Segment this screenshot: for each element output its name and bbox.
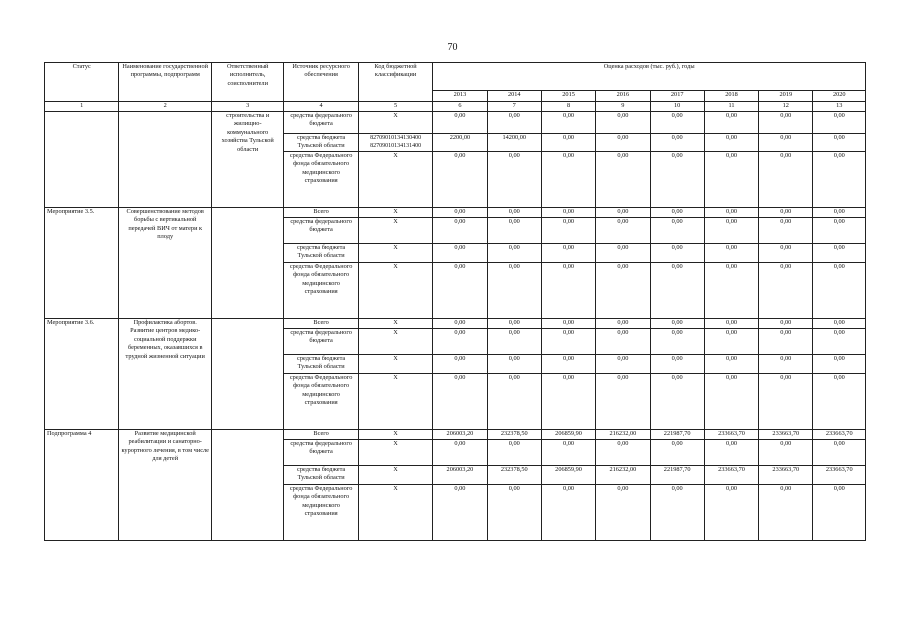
value-cell: 0,00 [433, 329, 487, 355]
column-number: 1 [45, 102, 119, 112]
column-number-row [45, 102, 866, 112]
budget-code-cell: Х [358, 466, 432, 485]
source-cell: средства бюджета Тульской области [284, 244, 358, 263]
column-number: 2 [119, 102, 212, 112]
budget-code-cell: Х [358, 430, 432, 440]
budget-code-cell: Х [358, 112, 432, 134]
value-cell: 0,00 [704, 329, 758, 355]
source-cell: средства бюджета Тульской области [284, 134, 358, 152]
value-cell: 206859,90 [541, 466, 595, 485]
value-cell: 0,00 [759, 134, 813, 152]
value-cell: 0,00 [813, 319, 866, 329]
group-name: Совершенствование методов борьбы с вертикальной передачей ВИЧ от матери к плоду [119, 208, 212, 319]
budget-table [44, 62, 866, 541]
value-cell: 0,00 [813, 134, 866, 152]
column-number: 12 [759, 102, 813, 112]
value-cell: 221987,70 [650, 430, 704, 440]
value-cell: 221987,70 [650, 466, 704, 485]
value-cell: 2200,00 [433, 134, 487, 152]
value-cell: 0,00 [487, 374, 541, 430]
group-executor: строительства и жилищно-коммунального хозяйства Тульской области [211, 112, 283, 208]
value-cell: 0,00 [487, 440, 541, 466]
budget-code-cell: Х [358, 263, 432, 319]
value-cell: 0,00 [541, 263, 595, 319]
value-cell: 0,00 [596, 218, 650, 244]
value-cell: 0,00 [433, 218, 487, 244]
value-cell: 0,00 [541, 112, 595, 134]
source-cell: Всего [284, 208, 358, 218]
value-cell: 0,00 [596, 112, 650, 134]
value-cell: 233663,70 [704, 466, 758, 485]
value-cell: 0,00 [487, 485, 541, 541]
year-header: 2018 [704, 91, 758, 102]
value-cell: 0,00 [650, 355, 704, 374]
group-executor [211, 208, 283, 319]
value-cell: 216232,00 [596, 466, 650, 485]
budget-code-cell: Х [358, 485, 432, 541]
column-number: 5 [358, 102, 432, 112]
header-executor: Ответственный исполнитель, соисполнители [211, 63, 283, 102]
value-cell: 0,00 [541, 374, 595, 430]
budget-code-cell: Х [358, 218, 432, 244]
value-cell: 0,00 [813, 329, 866, 355]
value-cell: 0,00 [487, 319, 541, 329]
value-cell: 233663,70 [704, 430, 758, 440]
source-cell: средства бюджета Тульской области [284, 355, 358, 374]
year-header: 2016 [596, 91, 650, 102]
value-cell: 0,00 [433, 355, 487, 374]
value-cell: 0,00 [759, 208, 813, 218]
value-cell: 0,00 [759, 263, 813, 319]
value-cell: 0,00 [541, 244, 595, 263]
value-cell: 0,00 [596, 374, 650, 430]
value-cell: 0,00 [759, 374, 813, 430]
value-cell: 0,00 [487, 208, 541, 218]
value-cell: 0,00 [650, 440, 704, 466]
group-executor [211, 319, 283, 430]
budget-code-cell: Х [358, 244, 432, 263]
value-cell: 0,00 [541, 152, 595, 208]
value-cell: 0,00 [541, 208, 595, 218]
year-header: 2014 [487, 91, 541, 102]
group-executor [211, 430, 283, 541]
value-cell: 0,00 [541, 329, 595, 355]
value-cell: 0,00 [433, 485, 487, 541]
value-cell: 0,00 [487, 152, 541, 208]
value-cell: 0,00 [433, 112, 487, 134]
value-cell: 0,00 [487, 355, 541, 374]
value-cell: 0,00 [704, 374, 758, 430]
budget-code-cell: 82709010134130400 82709010134131400 [358, 134, 432, 152]
value-cell: 0,00 [596, 244, 650, 263]
value-cell: 0,00 [704, 208, 758, 218]
budget-code-cell: Х [358, 329, 432, 355]
source-cell: средства Федерального фонда обязательного медицинского страхования [284, 485, 358, 541]
value-cell: 0,00 [650, 374, 704, 430]
year-header: 2019 [759, 91, 813, 102]
value-cell: 0,00 [759, 485, 813, 541]
budget-code-cell: Х [358, 208, 432, 218]
value-cell: 206859,90 [541, 430, 595, 440]
value-cell: 0,00 [596, 355, 650, 374]
table-row [45, 112, 866, 134]
value-cell: 0,00 [541, 355, 595, 374]
group-name [119, 112, 212, 208]
group-name: Развитие медицинской реабилитации и санаторно-курортного лечения, в том числе для детей [119, 430, 212, 541]
column-number: 9 [596, 102, 650, 112]
column-number: 11 [704, 102, 758, 112]
value-cell: 0,00 [541, 440, 595, 466]
group-status [45, 112, 119, 208]
value-cell: 233663,70 [813, 466, 866, 485]
value-cell: 232378,50 [487, 430, 541, 440]
value-cell: 0,00 [650, 329, 704, 355]
value-cell: 0,00 [541, 319, 595, 329]
value-cell: 0,00 [650, 244, 704, 263]
value-cell: 0,00 [759, 440, 813, 466]
value-cell: 0,00 [487, 244, 541, 263]
table-row [45, 430, 866, 440]
value-cell: 0,00 [813, 355, 866, 374]
value-cell: 0,00 [704, 485, 758, 541]
column-number: 6 [433, 102, 487, 112]
value-cell: 232378,50 [487, 466, 541, 485]
value-cell: 0,00 [759, 355, 813, 374]
value-cell: 0,00 [704, 263, 758, 319]
value-cell: 0,00 [759, 319, 813, 329]
value-cell: 0,00 [433, 374, 487, 430]
value-cell: 0,00 [487, 112, 541, 134]
value-cell: 0,00 [650, 152, 704, 208]
value-cell: 0,00 [759, 329, 813, 355]
value-cell: 0,00 [704, 440, 758, 466]
value-cell: 0,00 [487, 329, 541, 355]
value-cell: 0,00 [541, 218, 595, 244]
value-cell: 216232,00 [596, 430, 650, 440]
value-cell: 0,00 [813, 440, 866, 466]
value-cell: 0,00 [596, 263, 650, 319]
value-cell: 0,00 [650, 319, 704, 329]
value-cell: 0,00 [650, 218, 704, 244]
column-number: 13 [813, 102, 866, 112]
value-cell: 0,00 [433, 263, 487, 319]
source-cell: средства федерального бюджета [284, 112, 358, 134]
value-cell: 0,00 [650, 134, 704, 152]
value-cell: 206003,20 [433, 466, 487, 485]
value-cell: 0,00 [596, 319, 650, 329]
source-cell: Всего [284, 319, 358, 329]
source-cell: средства Федерального фонда обязательного медицинского страхования [284, 263, 358, 319]
column-number: 7 [487, 102, 541, 112]
value-cell: 0,00 [433, 319, 487, 329]
value-cell: 0,00 [704, 244, 758, 263]
group-name: Профилактика абортов. Развитие центров медико-социальной поддержки беременных, оказавшихся в трудной жизненной ситуации [119, 319, 212, 430]
value-cell: 0,00 [433, 152, 487, 208]
column-number: 4 [284, 102, 358, 112]
source-cell: средства бюджета Тульской области [284, 466, 358, 485]
column-number: 10 [650, 102, 704, 112]
value-cell: 0,00 [704, 152, 758, 208]
value-cell: 0,00 [704, 112, 758, 134]
value-cell: 0,00 [704, 134, 758, 152]
value-cell: 0,00 [596, 208, 650, 218]
value-cell: 206003,20 [433, 430, 487, 440]
value-cell: 0,00 [759, 152, 813, 208]
value-cell: 0,00 [541, 134, 595, 152]
value-cell: 233663,70 [813, 430, 866, 440]
source-cell: средства федерального бюджета [284, 218, 358, 244]
value-cell: 0,00 [813, 485, 866, 541]
budget-code-cell: Х [358, 355, 432, 374]
year-header: 2015 [541, 91, 595, 102]
budget-code-cell: Х [358, 440, 432, 466]
value-cell: 0,00 [650, 263, 704, 319]
source-cell: средства федерального бюджета [284, 440, 358, 466]
value-cell: 0,00 [813, 263, 866, 319]
value-cell: 0,00 [487, 218, 541, 244]
year-header: 2017 [650, 91, 704, 102]
header-name: Наименование государственной программы, подпрограмм [119, 63, 212, 102]
value-cell: 0,00 [813, 374, 866, 430]
column-number: 3 [211, 102, 283, 112]
header-estimate: Оценка расходов (тыс. руб.), годы [433, 63, 866, 91]
table-row [45, 319, 866, 329]
value-cell: 0,00 [704, 319, 758, 329]
value-cell: 0,00 [650, 485, 704, 541]
source-cell: средства федерального бюджета [284, 329, 358, 355]
value-cell: 0,00 [541, 485, 595, 541]
value-cell: 233663,70 [759, 466, 813, 485]
source-cell: средства Федерального фонда обязательного медицинского страхования [284, 152, 358, 208]
group-status: Мероприятие 3.6. [45, 319, 119, 430]
year-header: 2013 [433, 91, 487, 102]
value-cell: 0,00 [433, 208, 487, 218]
value-cell: 0,00 [759, 218, 813, 244]
year-header: 2020 [813, 91, 866, 102]
value-cell: 0,00 [650, 112, 704, 134]
value-cell: 0,00 [759, 112, 813, 134]
budget-code-cell: Х [358, 374, 432, 430]
source-cell: средства Федерального фонда обязательного медицинского страхования [284, 374, 358, 430]
page-number: 70 [447, 42, 458, 53]
value-cell: 0,00 [487, 263, 541, 319]
value-cell: 0,00 [813, 244, 866, 263]
header-source: Источник ресурсного обеспечения [284, 63, 358, 102]
value-cell: 233663,70 [759, 430, 813, 440]
value-cell: 0,00 [596, 329, 650, 355]
value-cell: 0,00 [759, 244, 813, 263]
budget-code-cell: Х [358, 152, 432, 208]
header-status: Статус [45, 63, 119, 102]
header-budget-code: Код бюджетной классификации [358, 63, 432, 102]
value-cell: 0,00 [704, 355, 758, 374]
value-cell: 0,00 [813, 112, 866, 134]
value-cell: 0,00 [596, 485, 650, 541]
value-cell: 0,00 [596, 134, 650, 152]
source-cell: Всего [284, 430, 358, 440]
header-row [45, 63, 866, 91]
value-cell: 0,00 [433, 440, 487, 466]
table-row [45, 208, 866, 218]
value-cell: 0,00 [813, 208, 866, 218]
value-cell: 0,00 [704, 218, 758, 244]
group-status: Подпрограмма 4 [45, 430, 119, 541]
value-cell: 0,00 [650, 208, 704, 218]
value-cell: 0,00 [433, 244, 487, 263]
column-number: 8 [541, 102, 595, 112]
value-cell: 0,00 [596, 152, 650, 208]
value-cell: 0,00 [813, 218, 866, 244]
value-cell: 0,00 [813, 152, 866, 208]
budget-code-cell: Х [358, 319, 432, 329]
value-cell: 14200,00 [487, 134, 541, 152]
group-status: Мероприятие 3.5. [45, 208, 119, 319]
value-cell: 0,00 [596, 440, 650, 466]
